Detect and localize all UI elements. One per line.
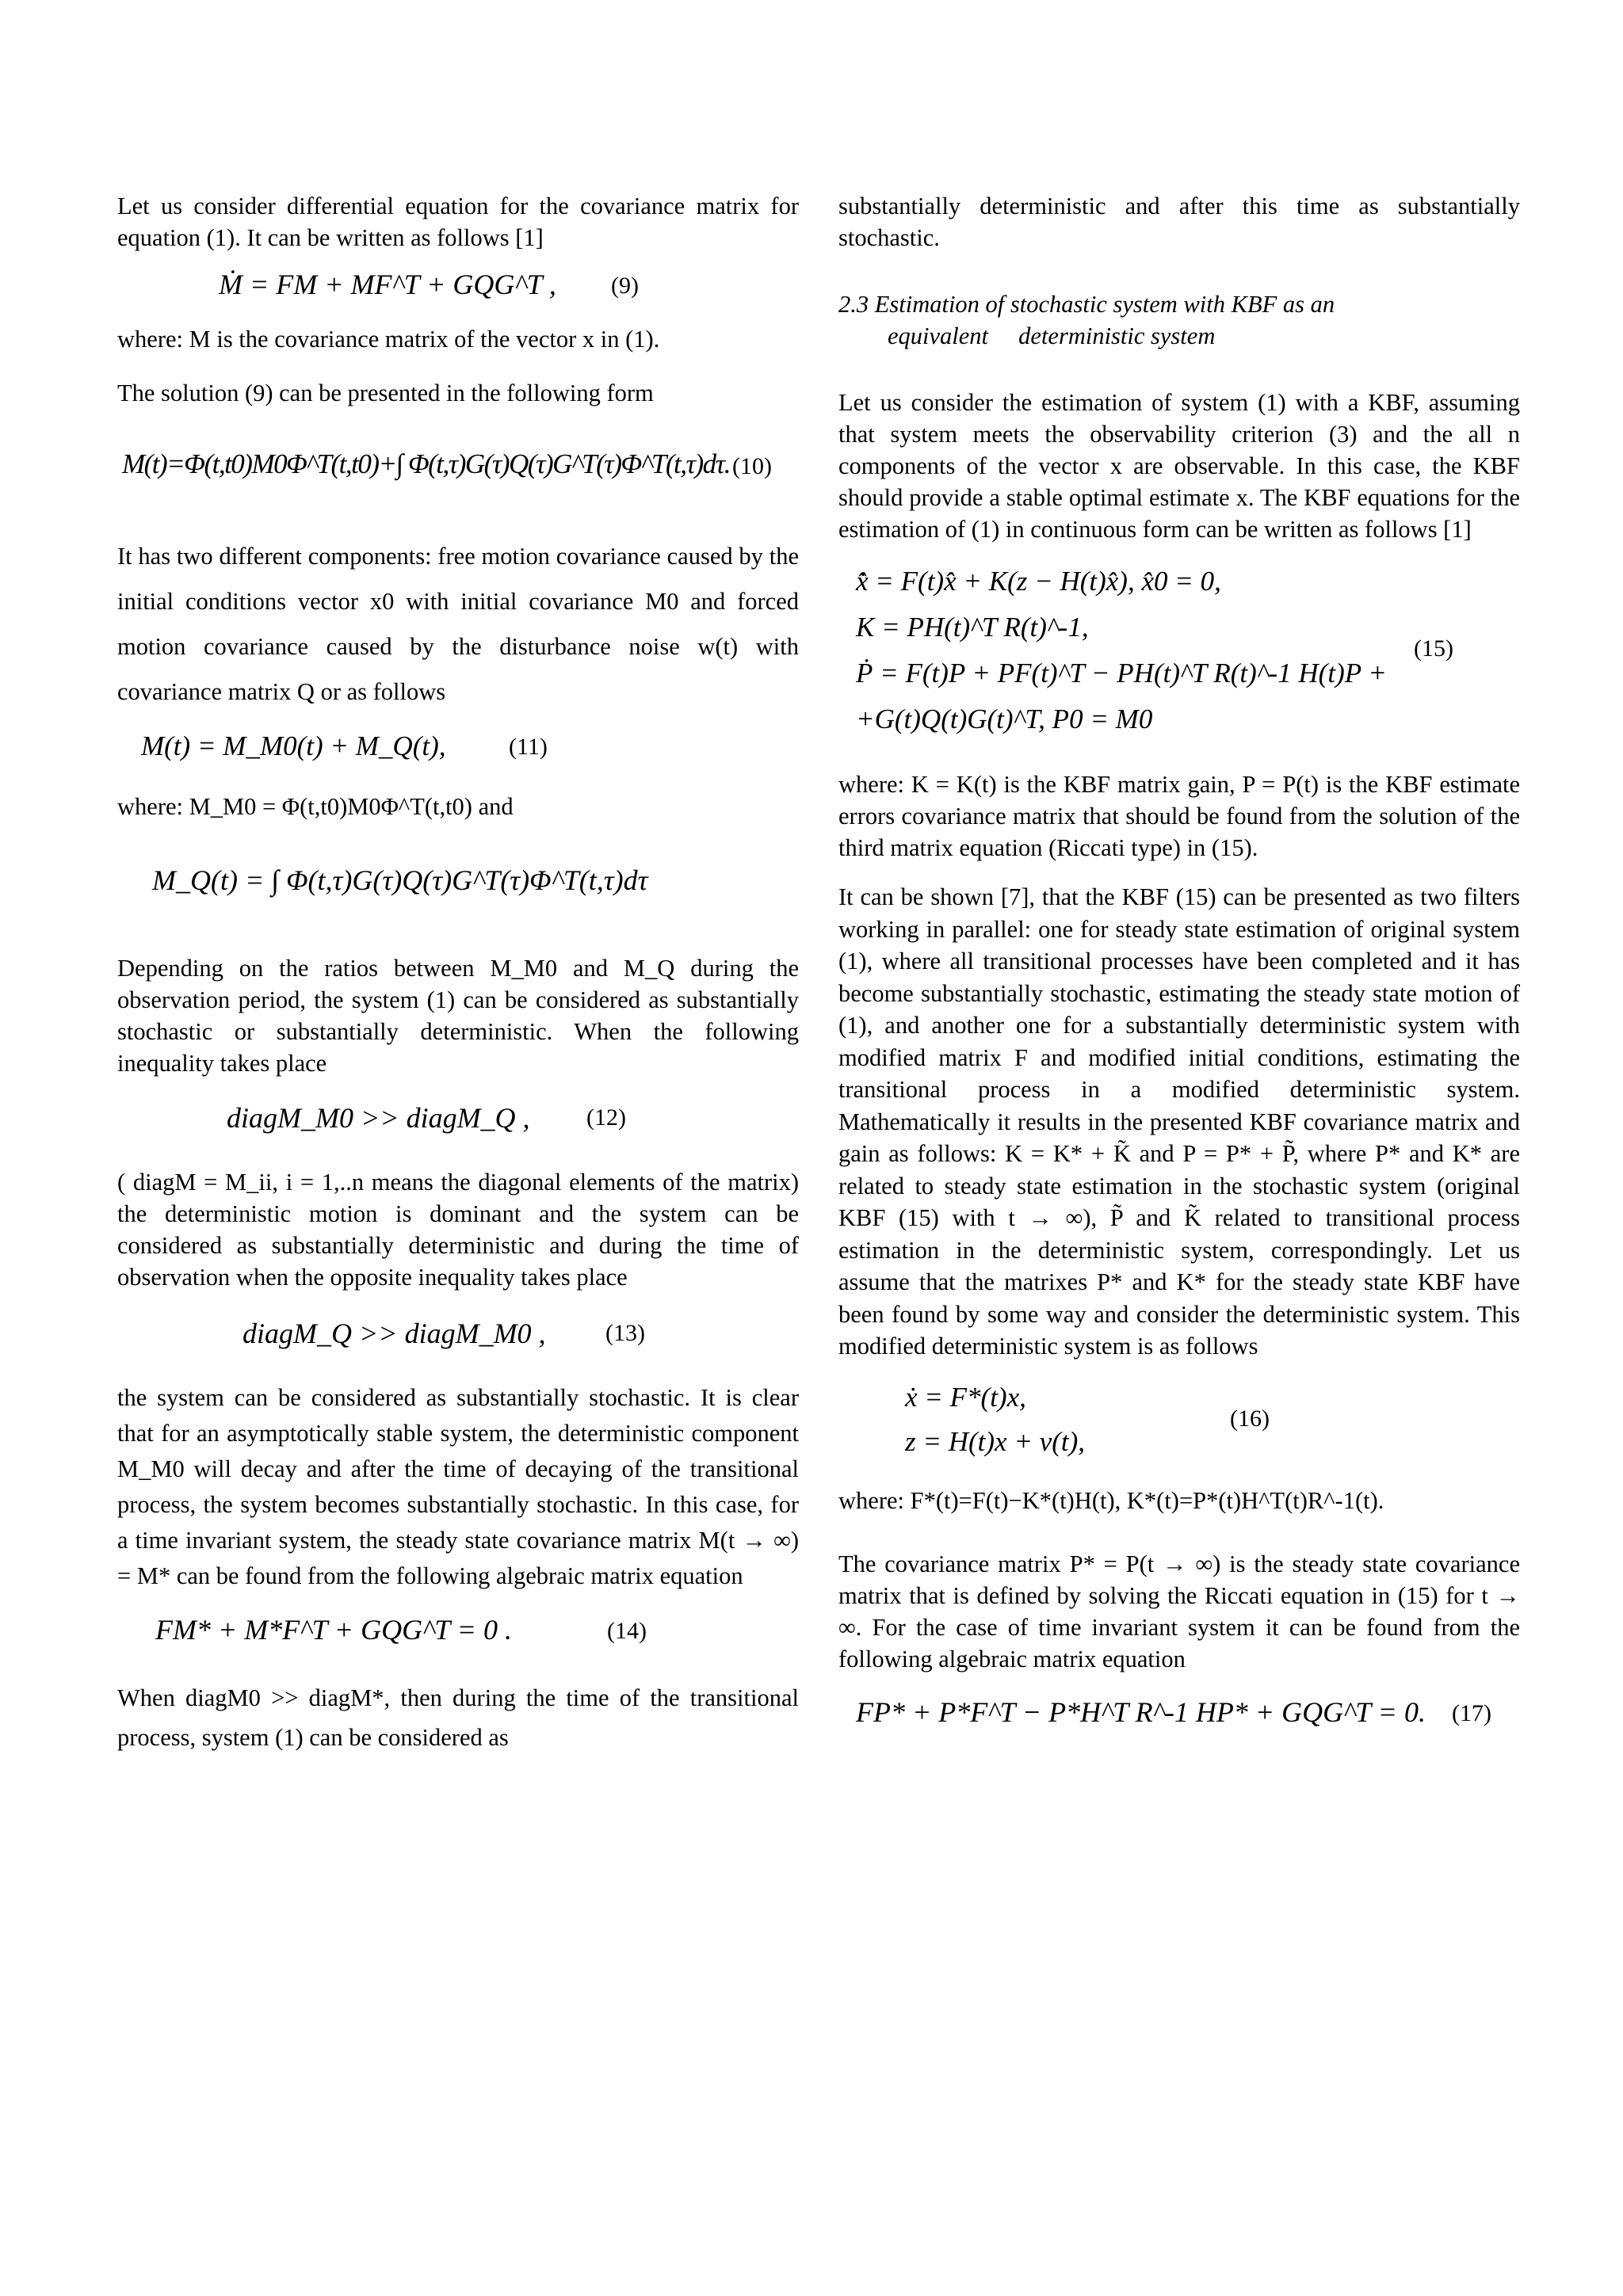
right-column — [838, 190, 1520, 1743]
paragraph: the system can be considered as substantially stochastic. It is clear that for an asymptotically stable system, the deterministic component M_M0 will decay and after the time of decaying of the transitional process, the system becomes substantially stochastic. In this case, for a time invariant system, the steady state covariance matrix M(t → ∞) = M* can be found from the following algebraic matrix equation — [117, 1384, 799, 1589]
equation-number: (15) — [1414, 635, 1453, 662]
equation-formula: diagM_Q >> diagM_M0 , — [242, 1318, 546, 1349]
paragraph: When diagM0 >> diagM*, then during the time of the transitional process, system (1) can be considered as — [117, 1684, 799, 1751]
equation-9 — [117, 265, 799, 309]
paragraph: It has two different components: free motion covariance caused by the initial conditions vector x0 with initial covariance M0 and forced motion covariance caused by the disturbance noise w(t) with covariance matrix Q or as follows — [117, 543, 799, 705]
equation-line: K = PH(t)^T R(t)^-1, — [856, 612, 1089, 643]
equation-MQ — [117, 835, 799, 930]
paragraph: The covariance matrix P* = P(t → ∞) is the steady state covariance matrix that is defined by solving the Riccati equation in (15) for t → ∞. For the case of time invariant system it can be found from the following algebraic matrix equation — [838, 1550, 1520, 1672]
equation-14 — [117, 1605, 799, 1661]
paragraph: where: K = K(t) is the KBF matrix gain, P = P(t) is the KBF estimate errors covariance matrix that should be found from the solution of the third matrix equation (Riccati type) in (15). — [838, 771, 1520, 861]
equation-line: z = H(t)x + v(t), — [905, 1425, 1086, 1457]
equation-number: (16) — [1230, 1405, 1270, 1432]
equation-formula: FM* + M*F^T + GQG^T = 0 . — [155, 1614, 512, 1646]
equation-number: (14) — [607, 1618, 647, 1644]
equation-16 — [838, 1379, 1520, 1474]
equation-formula: M(t)=Φ(t,t0)M0Φ^T(t,t0)+∫ Φ(t,τ)G(τ)Q(τ)G^T(τ)Φ^T(t,τ)dτ. — [122, 448, 730, 479]
equation-line: ẋ = F*(t)x, — [905, 1381, 1026, 1413]
paragraph: substantially deterministic and after this time as substantially stochastic. — [838, 193, 1520, 251]
paragraph: It can be shown [7], that the KBF (15) can be presented as two filters working in parallel: one for steady state estimation of original system (1), where all transitional processes have been completed and it has become substantially stochastic, estimating the steady state motion of (1), and another one for a substantially deterministic system with modified matrix F and modified initial conditions, estimating the transitional process in a modified deterministic system. Mathematically it results in the presented KBF covariance matrix and gain as follows: K = K* + K̃ and P = P* + P̃, where P* and K* are related to steady state estimation in the stochastic system (original KBF (15) with t → ∞), P̃ and K̃ related to transitional process estimation in the deterministic system, correspondingly. Let us assume that the matrixes P* and K* for the steady state KBF have been found by some way and consider the deterministic system. This modified deterministic system is as follows — [838, 883, 1520, 1360]
paragraph: where: F*(t)=F(t)−K*(t)H(t), K*(t)=P*(t)H^T(t)R^-1(t). — [838, 1486, 1384, 1514]
equation-number: (9) — [611, 273, 639, 299]
paragraph: ( diagM = M_ii, i = 1,..n means the diagonal elements of the matrix) the deterministic motion is dominant and the system can be considered as substantially deterministic and during the time of observation when the opposite inequality takes place — [117, 1169, 799, 1291]
equation-number: (11) — [509, 734, 548, 760]
equation-formula: FP* + P*F^T − P*H^T R^-1 HP* + GQG^T = 0. — [856, 1695, 1426, 1728]
equation-17 — [838, 1688, 1520, 1743]
paragraph: Depending on the ratios between M_M0 and M_Q during the observation period, the system (1) can be considered as substantially stochastic or substantially deterministic. When the following inequality takes place — [117, 955, 799, 1077]
equation-13 — [117, 1307, 799, 1363]
equation-line: Ṗ = F(t)P + PF(t)^T − PH(t)^T R(t)^-1 H(t)P + — [856, 658, 1387, 688]
equation-11 — [117, 723, 799, 778]
paragraph: Let us consider the estimation of system (1) with a KBF, assuming that system meets the observability criterion (3) and the all n components of the vector x are observable. In this case, the KBF should provide a stable optimal estimate x. The KBF equations for the estimation of (1) in continuous form can be written as follows [1] — [838, 389, 1520, 543]
left-column — [117, 190, 799, 1757]
equation-line: +G(t)Q(t)G(t)^T, P0 = M0 — [856, 704, 1153, 734]
equation-12 — [117, 1093, 799, 1149]
equation-number: (12) — [586, 1104, 626, 1131]
section-heading-line: equivalent deterministic system — [888, 322, 1216, 349]
paragraph: The solution (9) can be presented in the following form — [117, 379, 654, 406]
paragraph: where: M is the covariance matrix of the vector x in (1). — [117, 326, 660, 353]
equation-number: (13) — [605, 1320, 645, 1346]
equation-formula: M_Q(t) = ∫ Φ(t,τ)G(τ)Q(τ)G^T(τ)Φ^T(t,τ)dτ — [152, 864, 648, 896]
equation-formula: Ṁ = FM + MF^T + GQG^T , — [219, 269, 556, 300]
paragraph: Let us consider differential equation for the covariance matrix for equation (1). It can be written as follows [1] — [117, 193, 799, 251]
equation-line: x̂̇ = F(t)x̂ + K(z − H(t)x̂), x̂0 = 0, — [856, 566, 1221, 597]
equation-15 — [838, 561, 1520, 751]
section-heading-line: 2.3 Estimation of stochastic system with KBF as an — [838, 291, 1335, 318]
equation-10 — [117, 425, 799, 512]
equation-formula: M(t) = M_M0(t) + M_Q(t), — [141, 730, 446, 761]
equation-formula: diagM_M0 >> diagM_Q , — [227, 1102, 530, 1134]
section-heading — [838, 288, 1520, 352]
paragraph: where: M_M0 = Φ(t,t0)M0Φ^T(t,t0) and — [117, 793, 514, 820]
equation-number: (10) — [732, 453, 772, 479]
equation-number: (17) — [1452, 1699, 1491, 1726]
